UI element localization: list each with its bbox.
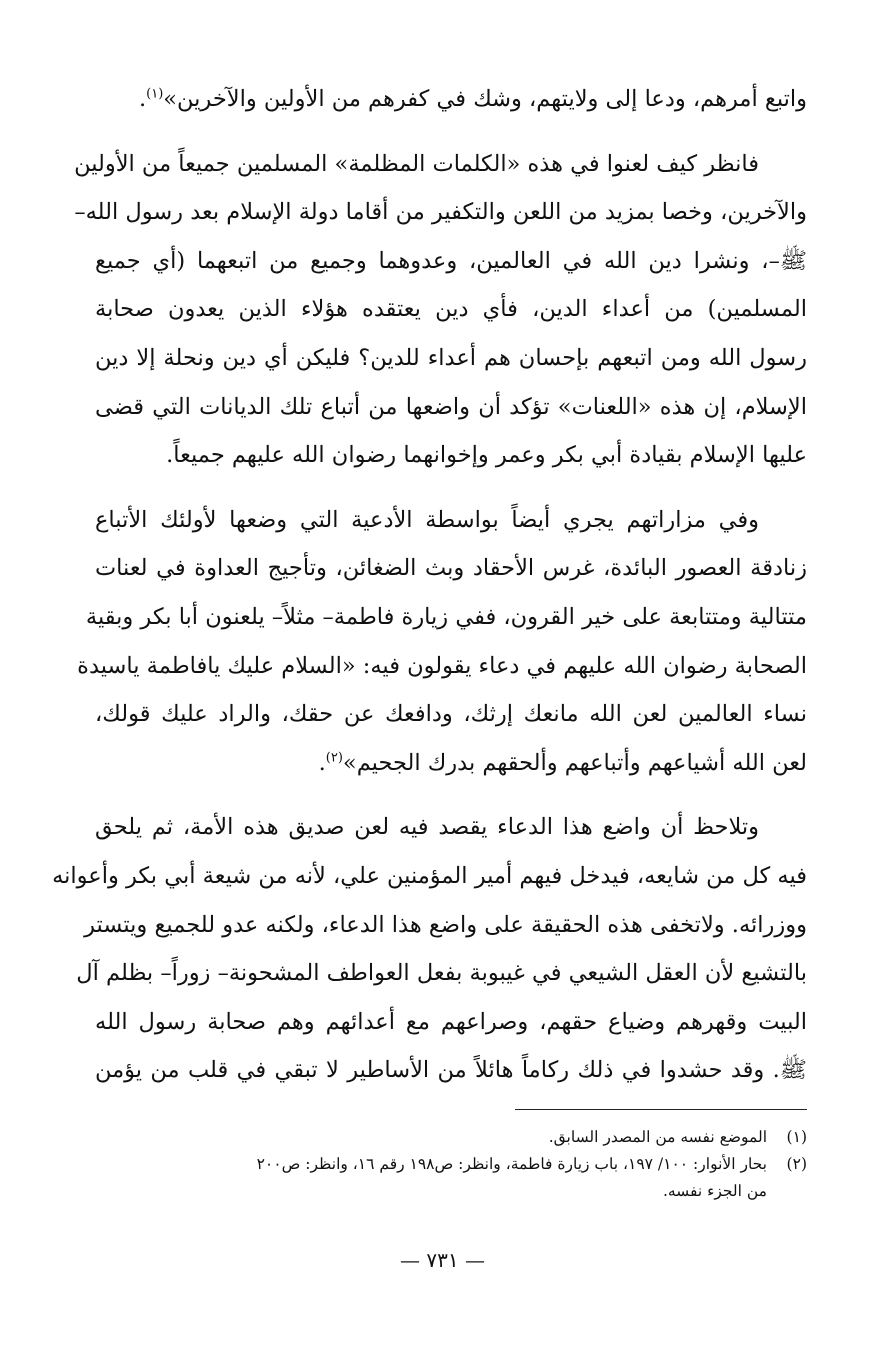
footnote-item [95, 1124, 807, 1151]
page-number: — ٧٣١ — [400, 1248, 485, 1272]
footnote-line: بحار الأنوار: ١٠٠/ ١٩٧، باب زيارة فاطمة، وانظر: ص١٩٨ رقم ١٦، وانظر: ص٢٠٠ [256, 1155, 767, 1173]
footnote-ref[interactable]: (١) [146, 86, 164, 102]
text-line: زنادقة العصور البائدة، غرس الأحقاد وبث الضغائن، وتأجيج العداوة في لعنات [95, 555, 807, 582]
text-run: واتبع أمرهم، ودعا إلى ولايتهم، وشك في كفرهم من الأولين والآخرين» [163, 86, 807, 112]
text-line: عليها الإسلام بقيادة أبي بكر وعمر وإخوانهما رضوان الله عليهم جميعاً. [166, 442, 807, 469]
footnote-separator [515, 1109, 807, 1110]
text-run: . [138, 86, 147, 112]
text-line: ووزرائه. ولاتخفى هذه الحقيقة على واضع هذا الدعاء، ولكنه عدو للجميع ويتستر [84, 911, 807, 938]
paragraph-4 [52, 803, 807, 1095]
footnote-line: من الجزء نفسه. [662, 1182, 767, 1200]
paragraph-2 [74, 140, 807, 480]
footnote-ref[interactable]: (٢) [325, 750, 343, 766]
text-line: الصحابة رضوان الله عليهم في دعاء يقولون فيه: «السلام عليك يافاطمة ياسيدة [77, 652, 807, 679]
text-line: بالتشيع لأن العقل الشيعي في غيبوبة بفعل العواطف المشحونة– زوراً– بظلم آل [76, 960, 807, 987]
text-run: . [318, 749, 326, 776]
text-line: ﷺ. وقد حشدوا في ذلك ركاماً هائلاً من الأساطير لا تبقي في قلب من يؤمن [95, 1057, 807, 1084]
footnote-number: (٢) [786, 1155, 807, 1173]
text-line [95, 75, 807, 124]
paragraph-3 [77, 496, 807, 788]
text-line [95, 739, 807, 788]
paragraph-1 [95, 75, 807, 124]
text-line: البيت وقهرهم وضياع حقهم، وصراعهم مع أعدائهم وهم صحابة رسول الله [95, 1008, 807, 1035]
text-line: رسول الله ومن اتبعهم بإحسان هم أعداء للدين؟ فليكن أي دين ونحلة إلا دين [95, 344, 807, 371]
footnote-text [95, 1151, 767, 1205]
text-line: الإسلام، إن هذه «اللعنات» تؤكد أن واضعها من أتباع تلك الديانات التي قضى [95, 393, 807, 420]
footnote-text [95, 1124, 767, 1151]
text-line: المسلمين) من أعداء الدين، فأي دين يعتقده هؤلاء الذين يعدون صحابة [95, 296, 807, 323]
text-line: وفي مزاراتهم يجري أيضاً بواسطة الأدعية التي وضعها لأولئك الأتباع [95, 506, 759, 533]
text-run: لعن الله أشياعهم وأتباعهم وألحقهم بدرك الجحيم» [342, 749, 807, 776]
footnote-item [95, 1151, 807, 1205]
text-line: فيه كل من شايعه، فيدخل فيهم أمير المؤمنين علي، لأنه من شيعة أبي بكر وأعوانه [52, 862, 807, 889]
footnote-line: الموضع نفسه من المصدر السابق. [548, 1128, 767, 1146]
text-line: والآخرين، وخصا بمزيد من اللعن والتكفير من أقاما دولة الإسلام بعد رسول الله– [74, 199, 807, 226]
text-line: فانظر كيف لعنوا في هذه «الكلمات المظلمة» المسلمين جميعاً من الأولين [74, 150, 759, 177]
text-line: متتالية ومتتابعة على خير القرون، ففي زيارة فاطمة– مثلاً– يلعنون أبا بكر وبقية [85, 603, 807, 630]
footnotes [95, 1124, 807, 1205]
text-line: نساء العالمين لعن الله مانعك إرثك، ودافعك عن حقك، والراد عليك قولك، [95, 701, 807, 728]
footnote-number: (١) [786, 1128, 807, 1146]
text-line: ﷺ–، ونشرا دين الله في العالمين، وعدوهما وجميع من اتبعهما (أي جميع [95, 247, 807, 274]
text-line: وتلاحظ أن واضع هذا الدعاء يقصد فيه لعن صديق هذه الأمة، ثم يلحق [95, 814, 759, 841]
page-body [52, 75, 807, 1111]
